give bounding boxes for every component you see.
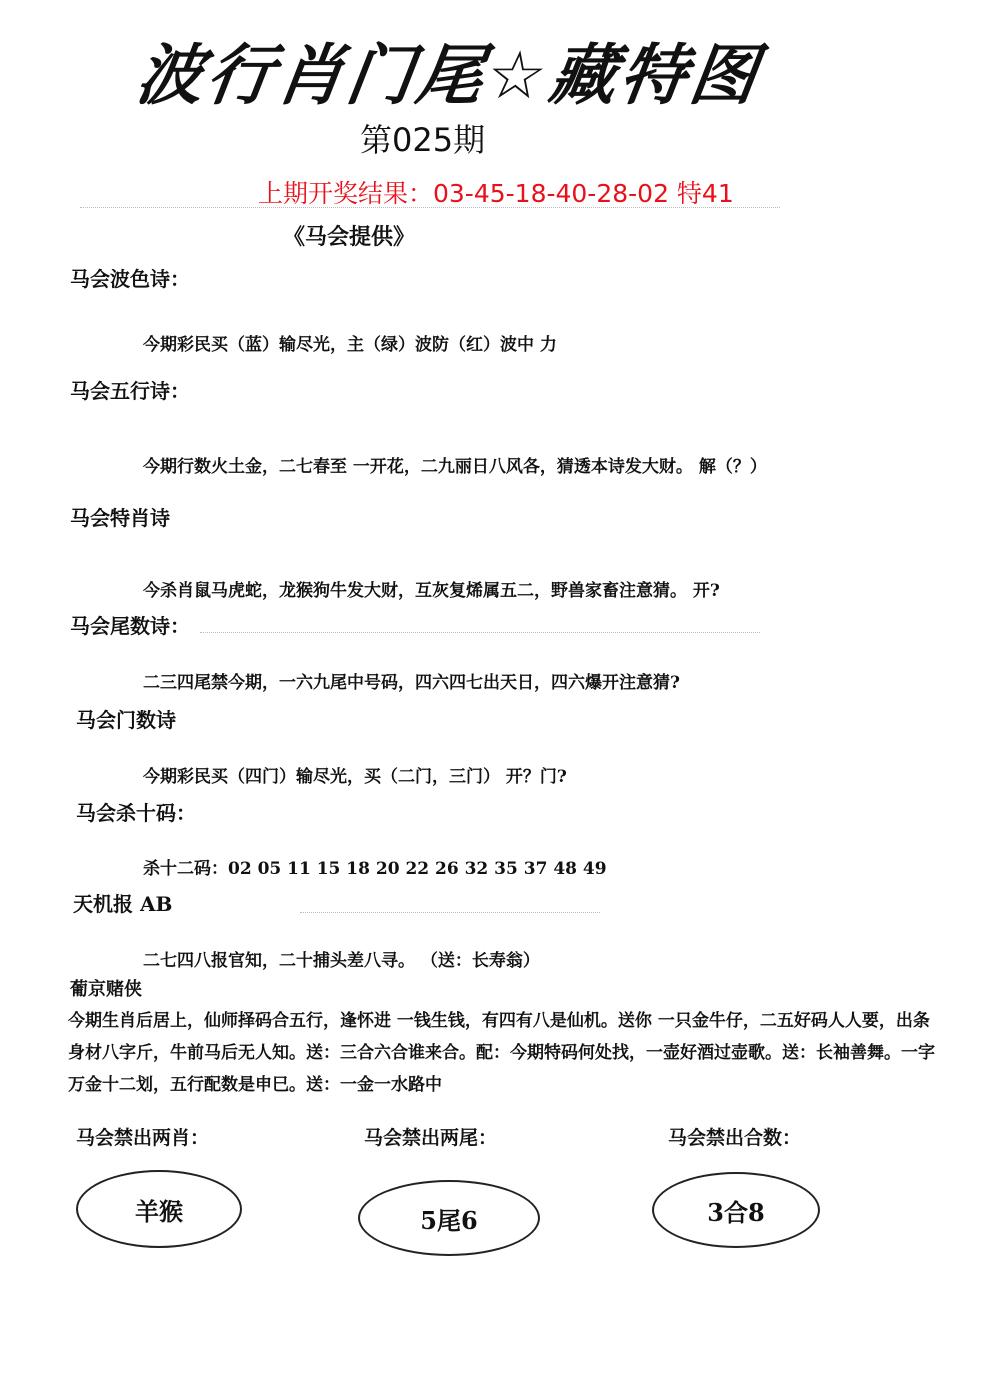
poem-wave-color: 今期彩民买（蓝）输尽光，主（绿）波防（红）波中 力 bbox=[143, 335, 557, 355]
page-title: 波行肖门尾☆藏特图 bbox=[131, 37, 766, 114]
section-label-tail-number: 马会尾数诗： bbox=[70, 614, 190, 638]
poem-tail-number: 二三四尾禁今期，一六九尾中号码，四六四七出天日，四六爆开注意猜? bbox=[143, 673, 680, 693]
poem-special-zodiac: 今杀肖鼠马虎蛇，龙猴狗牛发大财，互灰复烯属五二，野兽家畜注意猜。 开? bbox=[143, 581, 720, 601]
last-draw-result: 上期开奖结果：03-45-18-40-28-02 特41 bbox=[258, 179, 734, 208]
poem-tianji: 二七四八报官知，二十捕头差八寻。 （送：长寿翁） bbox=[143, 951, 540, 971]
puzzle-paragraph: 今期生肖后居上，仙师择码合五行，逢怀进 一钱生钱，有四有八是仙机。送你 一只金牛仔，二五好码人人要，出条身材八字斤，牛前马后无人知。送：三合六合谁来合。配：今期特码何处找，一壶好酒过壶歌。送：长袖善舞。一字万金十二划，五行配数是申巳。送：一金一水路中 bbox=[68, 1011, 935, 1095]
kill-numbers-list: 杀十二码：02 05 11 15 18 20 22 26 32 35 37 48 49 bbox=[143, 859, 607, 879]
divider bbox=[200, 632, 760, 634]
section-label-door-number: 马会门数诗 bbox=[76, 708, 176, 732]
section-label-tianji: 天机报 AB bbox=[73, 892, 173, 916]
puzzle-label: 葡京赌侠 bbox=[70, 979, 142, 1000]
ban-sum-ellipse bbox=[652, 1172, 820, 1248]
ban-zodiac-ellipse bbox=[76, 1170, 242, 1248]
poem-door-number: 今期彩民买（四门）输尽光，买（二门，三门） 开？门? bbox=[143, 767, 567, 787]
ban-tail-ellipse bbox=[358, 1180, 540, 1256]
ban-label-tail: 马会禁出两尾： bbox=[364, 1127, 498, 1149]
ban-tail-value: 5尾6 bbox=[420, 1205, 478, 1235]
issue-number: 第025期 bbox=[360, 121, 486, 159]
section-label-wave-color: 马会波色诗： bbox=[70, 267, 190, 291]
ban-zodiac-value: 羊猴 bbox=[135, 1196, 183, 1226]
divider bbox=[80, 207, 780, 209]
section-label-special-zodiac: 马会特肖诗 bbox=[70, 506, 170, 530]
ban-sum-value: 3合8 bbox=[707, 1197, 765, 1227]
ban-label-zodiac: 马会禁出两肖： bbox=[76, 1127, 210, 1149]
section-label-kill-numbers: 马会杀十码： bbox=[76, 801, 196, 825]
ban-label-sum: 马会禁出合数： bbox=[668, 1127, 802, 1149]
poem-five-elements: 今期行数火土金，二七春至 一开花，二九丽日八风各，猜透本诗发大财。 解（？） bbox=[143, 457, 767, 477]
divider bbox=[300, 912, 600, 914]
provider-label: 《马会提供》 bbox=[283, 224, 416, 250]
section-label-five-elements: 马会五行诗： bbox=[70, 379, 190, 403]
